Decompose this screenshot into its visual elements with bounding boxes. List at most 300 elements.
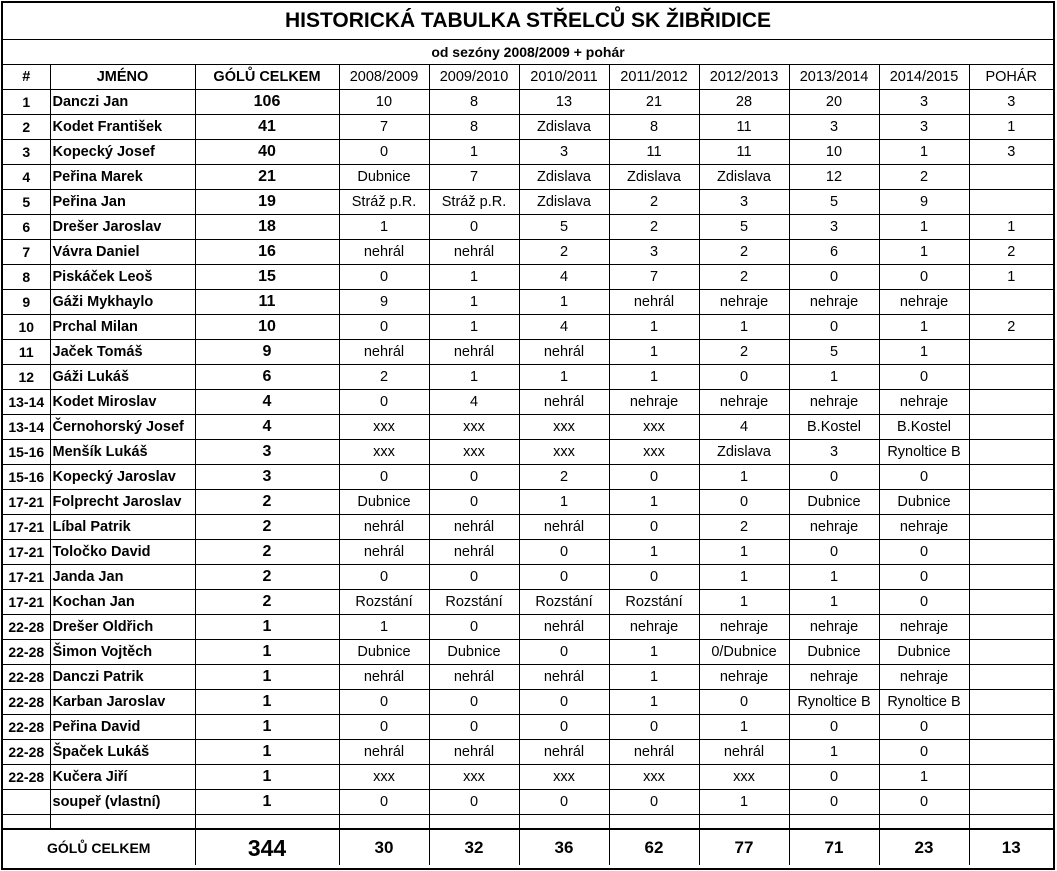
cup-goals-cell: 3 xyxy=(969,90,1053,115)
season-goals-cell: 3 xyxy=(609,240,699,265)
table-row xyxy=(3,165,1053,190)
season-goals-cell: 2 xyxy=(699,515,789,540)
season-goals-cell: xxx xyxy=(339,765,429,790)
season-goals-cell: 0 xyxy=(339,265,429,290)
season-goals-cell: 0 xyxy=(339,315,429,340)
season-goals-cell: nehraje xyxy=(789,515,879,540)
cup-goals-cell xyxy=(969,565,1053,590)
season-goals-cell: xxx xyxy=(429,415,519,440)
cup-goals-cell: 2 xyxy=(969,240,1053,265)
player-name-cell: Kučera Jiří xyxy=(50,765,195,790)
table-row xyxy=(3,590,1053,615)
season-goals-cell: B.Kostel xyxy=(789,415,879,440)
empty-cell xyxy=(3,815,50,830)
season-goals-cell: 0 xyxy=(429,215,519,240)
rank-cell: 11 xyxy=(3,340,50,365)
table-row xyxy=(3,490,1053,515)
cup-goals-cell xyxy=(969,765,1053,790)
season-goals-cell: 1 xyxy=(699,540,789,565)
total-goals-cell: 4 xyxy=(195,390,339,415)
cup-goals-cell xyxy=(969,440,1053,465)
column-header: 2012/2013 xyxy=(699,65,789,90)
player-name-cell: Kodet Miroslav xyxy=(50,390,195,415)
season-goals-cell: 1 xyxy=(609,665,699,690)
season-goals-cell: 0 xyxy=(699,690,789,715)
season-goals-cell: 0 xyxy=(609,565,699,590)
season-goals-cell: Stráž p.R. xyxy=(429,190,519,215)
empty-cell xyxy=(339,815,429,830)
total-goals-cell: 1 xyxy=(195,740,339,765)
season-goals-cell: B.Kostel xyxy=(879,415,969,440)
table-row xyxy=(3,340,1053,365)
empty-cell xyxy=(969,815,1053,830)
season-goals-cell: 6 xyxy=(789,240,879,265)
season-goals-cell: Zdislava xyxy=(699,165,789,190)
table-row xyxy=(3,790,1053,815)
season-goals-cell: 0 xyxy=(879,715,969,740)
season-goals-cell: Rynoltice B xyxy=(879,440,969,465)
season-goals-cell: 1 xyxy=(699,590,789,615)
season-goals-cell: 0 xyxy=(609,790,699,815)
season-goals-cell: 0 xyxy=(429,615,519,640)
total-goals-cell: 3 xyxy=(195,440,339,465)
total-goals-cell: 10 xyxy=(195,315,339,340)
cup-goals-cell xyxy=(969,365,1053,390)
season-goals-cell: 0 xyxy=(609,465,699,490)
cup-goals-cell xyxy=(969,690,1053,715)
season-goals-cell: Dubnice xyxy=(789,640,879,665)
season-goals-cell: 1 xyxy=(609,640,699,665)
season-goals-cell: 1 xyxy=(609,690,699,715)
season-goals-cell: 0 xyxy=(429,790,519,815)
season-goals-cell: 0 xyxy=(879,365,969,390)
total-goals-cell: 106 xyxy=(195,90,339,115)
season-goals-cell: nehrál xyxy=(429,515,519,540)
season-goals-cell: Rozstání xyxy=(339,590,429,615)
cup-goals-cell xyxy=(969,490,1053,515)
rank-cell: 22-28 xyxy=(3,665,50,690)
season-goals-cell: Rozstání xyxy=(429,590,519,615)
season-goals-cell: 0 xyxy=(879,540,969,565)
season-goals-cell: 1 xyxy=(519,290,609,315)
season-goals-cell: 2 xyxy=(699,240,789,265)
season-goals-cell: nehrál xyxy=(429,740,519,765)
total-goals-cell: 1 xyxy=(195,690,339,715)
player-name-cell: Prchal Milan xyxy=(50,315,195,340)
column-header: # xyxy=(3,65,50,90)
rank-cell: 9 xyxy=(3,290,50,315)
season-goals-cell: 0 xyxy=(879,590,969,615)
grand-total-cell: 344 xyxy=(195,829,339,865)
cup-goals-cell: 1 xyxy=(969,215,1053,240)
season-goals-cell: nehrál xyxy=(339,740,429,765)
season-goals-cell: 0/Dubnice xyxy=(699,640,789,665)
season-goals-cell: 12 xyxy=(789,165,879,190)
rank-cell: 10 xyxy=(3,315,50,340)
cup-goals-cell xyxy=(969,590,1053,615)
season-goals-cell: nehraje xyxy=(789,615,879,640)
cup-goals-cell xyxy=(969,515,1053,540)
season-goals-cell: 11 xyxy=(609,140,699,165)
season-goals-cell: 0 xyxy=(519,715,609,740)
player-name-cell: Folprecht Jaroslav xyxy=(50,490,195,515)
total-goals-cell: 2 xyxy=(195,490,339,515)
season-goals-cell: Rozstání xyxy=(609,590,699,615)
season-goals-cell: 11 xyxy=(699,140,789,165)
column-header: 2013/2014 xyxy=(789,65,879,90)
season-goals-cell: 1 xyxy=(879,140,969,165)
season-goals-cell: 0 xyxy=(519,640,609,665)
season-goals-cell: 13 xyxy=(519,90,609,115)
cup-goals-cell xyxy=(969,190,1053,215)
player-name-cell: Kopecký Jaroslav xyxy=(50,465,195,490)
column-header: GÓLŮ CELKEM xyxy=(195,65,339,90)
season-goals-cell: nehrál xyxy=(699,740,789,765)
season-goals-cell: Rynoltice B xyxy=(879,690,969,715)
season-goals-cell: 0 xyxy=(339,790,429,815)
season-goals-cell: nehrál xyxy=(519,390,609,415)
table-row xyxy=(3,315,1053,340)
rank-cell: 22-28 xyxy=(3,740,50,765)
rank-cell: 13-14 xyxy=(3,415,50,440)
table-row xyxy=(3,265,1053,290)
cup-goals-cell xyxy=(969,465,1053,490)
season-goals-cell: nehrál xyxy=(519,665,609,690)
season-goals-cell: nehraje xyxy=(699,665,789,690)
empty-cell xyxy=(609,815,699,830)
season-goals-cell: Dubnice xyxy=(879,640,969,665)
rank-cell: 22-28 xyxy=(3,690,50,715)
season-goals-cell: xxx xyxy=(519,765,609,790)
total-goals-cell: 6 xyxy=(195,365,339,390)
season-goals-cell: 1 xyxy=(429,290,519,315)
table-row xyxy=(3,565,1053,590)
rank-cell: 2 xyxy=(3,115,50,140)
season-goals-cell: 0 xyxy=(519,790,609,815)
season-goals-cell: nehraje xyxy=(879,515,969,540)
cup-goals-cell xyxy=(969,340,1053,365)
player-name-cell: Líbal Patrik xyxy=(50,515,195,540)
season-goals-cell: Dubnice xyxy=(339,165,429,190)
season-goals-cell: 1 xyxy=(699,565,789,590)
cup-goals-cell: 3 xyxy=(969,140,1053,165)
table-row xyxy=(3,240,1053,265)
total-goals-cell: 11 xyxy=(195,290,339,315)
season-goals-cell: 1 xyxy=(339,215,429,240)
season-goals-cell: xxx xyxy=(429,765,519,790)
season-goals-cell: 9 xyxy=(339,290,429,315)
season-goals-cell: nehrál xyxy=(519,740,609,765)
season-goals-cell: nehrál xyxy=(609,740,699,765)
table-row xyxy=(3,715,1053,740)
season-goals-cell: 2 xyxy=(519,465,609,490)
player-name-cell: Kodet František xyxy=(50,115,195,140)
column-header: POHÁR xyxy=(969,65,1053,90)
season-goals-cell: 3 xyxy=(879,90,969,115)
season-goals-cell: 9 xyxy=(879,190,969,215)
total-goals-cell: 16 xyxy=(195,240,339,265)
table-row xyxy=(3,540,1053,565)
table-row xyxy=(3,140,1053,165)
column-header: JMÉNO xyxy=(50,65,195,90)
table-row xyxy=(3,690,1053,715)
season-goals-cell: nehraje xyxy=(789,290,879,315)
season-goals-cell: 1 xyxy=(879,315,969,340)
season-goals-cell: 8 xyxy=(429,90,519,115)
rank-cell xyxy=(3,790,50,815)
total-goals-cell: 2 xyxy=(195,515,339,540)
season-goals-cell: 1 xyxy=(429,365,519,390)
season-goals-cell: 0 xyxy=(789,465,879,490)
season-goals-cell: 28 xyxy=(699,90,789,115)
total-goals-cell: 15 xyxy=(195,265,339,290)
rank-cell: 22-28 xyxy=(3,640,50,665)
season-goals-cell: 0 xyxy=(339,465,429,490)
season-goals-cell: 3 xyxy=(789,440,879,465)
season-goals-cell: nehrál xyxy=(609,290,699,315)
total-goals-cell: 9 xyxy=(195,340,339,365)
season-goals-cell: xxx xyxy=(339,415,429,440)
season-goals-cell: 1 xyxy=(519,365,609,390)
season-goals-cell: xxx xyxy=(609,440,699,465)
empty-cell xyxy=(50,815,195,830)
empty-cell xyxy=(879,815,969,830)
season-goals-cell: 1 xyxy=(699,465,789,490)
season-total-cell: 30 xyxy=(339,829,429,865)
total-goals-cell: 1 xyxy=(195,615,339,640)
season-goals-cell: 0 xyxy=(339,690,429,715)
player-name-cell: Vávra Daniel xyxy=(50,240,195,265)
season-goals-cell: nehrál xyxy=(429,665,519,690)
season-goals-cell: Rozstání xyxy=(519,590,609,615)
season-goals-cell: nehrál xyxy=(519,615,609,640)
season-goals-cell: 3 xyxy=(789,115,879,140)
season-goals-cell: 10 xyxy=(339,90,429,115)
total-goals-cell: 18 xyxy=(195,215,339,240)
table-row xyxy=(3,515,1053,540)
column-header: 2010/2011 xyxy=(519,65,609,90)
table-row xyxy=(3,465,1053,490)
season-goals-cell: 1 xyxy=(879,765,969,790)
season-goals-cell: Dubnice xyxy=(339,640,429,665)
season-goals-cell: nehraje xyxy=(699,615,789,640)
season-goals-cell: 2 xyxy=(519,240,609,265)
season-goals-cell: 21 xyxy=(609,90,699,115)
cup-goals-cell xyxy=(969,165,1053,190)
season-goals-cell: Rynoltice B xyxy=(789,690,879,715)
season-goals-cell: 5 xyxy=(789,190,879,215)
cup-goals-cell xyxy=(969,415,1053,440)
rank-cell: 15-16 xyxy=(3,465,50,490)
season-goals-cell: 4 xyxy=(699,415,789,440)
cup-goals-cell xyxy=(969,290,1053,315)
empty-cell xyxy=(789,815,879,830)
season-goals-cell: nehrál xyxy=(519,515,609,540)
rank-cell: 17-21 xyxy=(3,565,50,590)
season-goals-cell: Dubnice xyxy=(789,490,879,515)
cup-total-cell: 13 xyxy=(969,829,1053,865)
season-goals-cell: 0 xyxy=(879,465,969,490)
table-row xyxy=(3,415,1053,440)
totals-label: GÓLŮ CELKEM xyxy=(3,829,195,865)
season-goals-cell: 2 xyxy=(339,365,429,390)
season-goals-cell: Zdislava xyxy=(699,440,789,465)
cup-goals-cell: 1 xyxy=(969,265,1053,290)
season-goals-cell: 0 xyxy=(519,540,609,565)
rank-cell: 7 xyxy=(3,240,50,265)
season-goals-cell: nehrál xyxy=(519,340,609,365)
season-goals-cell: 2 xyxy=(699,265,789,290)
season-goals-cell: nehrál xyxy=(339,340,429,365)
season-goals-cell: xxx xyxy=(429,440,519,465)
season-goals-cell: 0 xyxy=(429,465,519,490)
scorers-sheet xyxy=(1,1,1055,870)
totals-row xyxy=(3,829,1053,865)
table-row xyxy=(3,115,1053,140)
column-header: 2009/2010 xyxy=(429,65,519,90)
season-goals-cell: 1 xyxy=(519,490,609,515)
cup-goals-cell xyxy=(969,665,1053,690)
table-row xyxy=(3,215,1053,240)
season-goals-cell: Stráž p.R. xyxy=(339,190,429,215)
season-goals-cell: 7 xyxy=(609,265,699,290)
header-row xyxy=(3,65,1053,90)
season-goals-cell: Dubnice xyxy=(879,490,969,515)
rank-cell: 17-21 xyxy=(3,515,50,540)
season-goals-cell: nehraje xyxy=(609,390,699,415)
player-name-cell: Menšík Lukáš xyxy=(50,440,195,465)
season-goals-cell: 1 xyxy=(429,315,519,340)
season-goals-cell: 0 xyxy=(879,565,969,590)
empty-cell xyxy=(519,815,609,830)
season-goals-cell: 0 xyxy=(429,690,519,715)
season-goals-cell: 0 xyxy=(429,565,519,590)
cup-goals-cell xyxy=(969,790,1053,815)
season-goals-cell: 1 xyxy=(699,315,789,340)
rank-cell: 17-21 xyxy=(3,540,50,565)
season-goals-cell: Zdislava xyxy=(519,165,609,190)
table-row xyxy=(3,290,1053,315)
season-goals-cell: nehraje xyxy=(609,615,699,640)
rank-cell: 22-28 xyxy=(3,615,50,640)
player-name-cell: Gáži Mykhaylo xyxy=(50,290,195,315)
season-goals-cell: 7 xyxy=(339,115,429,140)
total-goals-cell: 1 xyxy=(195,765,339,790)
season-goals-cell: 1 xyxy=(339,615,429,640)
player-name-cell: Peřina Jan xyxy=(50,190,195,215)
rank-cell: 15-16 xyxy=(3,440,50,465)
rank-cell: 17-21 xyxy=(3,490,50,515)
total-goals-cell: 19 xyxy=(195,190,339,215)
season-goals-cell: Dubnice xyxy=(339,490,429,515)
season-goals-cell: 1 xyxy=(609,340,699,365)
season-goals-cell: xxx xyxy=(609,415,699,440)
table-row xyxy=(3,640,1053,665)
player-name-cell: Jaček Tomáš xyxy=(50,340,195,365)
season-total-cell: 32 xyxy=(429,829,519,865)
table-row xyxy=(3,740,1053,765)
empty-cell xyxy=(195,815,339,830)
season-goals-cell: 0 xyxy=(789,765,879,790)
season-goals-cell: 3 xyxy=(879,115,969,140)
season-goals-cell: 0 xyxy=(339,390,429,415)
season-goals-cell: 7 xyxy=(429,165,519,190)
season-goals-cell: 1 xyxy=(609,540,699,565)
rank-cell: 13-14 xyxy=(3,390,50,415)
cup-goals-cell xyxy=(969,715,1053,740)
player-name-cell: soupeř (vlastní) xyxy=(50,790,195,815)
season-goals-cell: 0 xyxy=(519,690,609,715)
season-goals-cell: 2 xyxy=(609,190,699,215)
total-goals-cell: 41 xyxy=(195,115,339,140)
total-goals-cell: 2 xyxy=(195,590,339,615)
season-goals-cell: 5 xyxy=(699,215,789,240)
player-name-cell: Špaček Lukáš xyxy=(50,740,195,765)
column-header: 2014/2015 xyxy=(879,65,969,90)
season-goals-cell: nehraje xyxy=(879,615,969,640)
season-goals-cell: 0 xyxy=(879,265,969,290)
season-goals-cell: nehraje xyxy=(879,290,969,315)
total-goals-cell: 40 xyxy=(195,140,339,165)
player-name-cell: Černohorský Josef xyxy=(50,415,195,440)
table-row xyxy=(3,665,1053,690)
rank-cell: 5 xyxy=(3,190,50,215)
player-name-cell: Drešer Jaroslav xyxy=(50,215,195,240)
season-goals-cell: 0 xyxy=(339,140,429,165)
season-goals-cell: nehraje xyxy=(879,665,969,690)
season-goals-cell: nehrál xyxy=(339,540,429,565)
season-goals-cell: nehrál xyxy=(429,240,519,265)
season-goals-cell: 0 xyxy=(429,715,519,740)
season-goals-cell: 0 xyxy=(609,715,699,740)
season-goals-cell: Zdislava xyxy=(519,115,609,140)
cup-goals-cell xyxy=(969,640,1053,665)
table-row xyxy=(3,765,1053,790)
total-goals-cell: 1 xyxy=(195,640,339,665)
total-goals-cell: 21 xyxy=(195,165,339,190)
player-name-cell: Karban Jaroslav xyxy=(50,690,195,715)
table-row xyxy=(3,615,1053,640)
total-goals-cell: 1 xyxy=(195,790,339,815)
season-goals-cell: 10 xyxy=(789,140,879,165)
rank-cell: 8 xyxy=(3,265,50,290)
season-goals-cell: xxx xyxy=(609,765,699,790)
player-name-cell: Šimon Vojtěch xyxy=(50,640,195,665)
season-goals-cell: 20 xyxy=(789,90,879,115)
season-goals-cell: 1 xyxy=(429,265,519,290)
season-goals-cell: nehrál xyxy=(429,340,519,365)
cup-goals-cell: 2 xyxy=(969,315,1053,340)
season-goals-cell: 2 xyxy=(609,215,699,240)
season-goals-cell: 1 xyxy=(609,365,699,390)
cup-goals-cell: 1 xyxy=(969,115,1053,140)
season-goals-cell: 5 xyxy=(519,215,609,240)
season-goals-cell: nehraje xyxy=(699,390,789,415)
cup-goals-cell xyxy=(969,390,1053,415)
season-goals-cell: 0 xyxy=(339,715,429,740)
season-total-cell: 71 xyxy=(789,829,879,865)
season-goals-cell: nehrál xyxy=(339,240,429,265)
season-goals-cell: 0 xyxy=(609,515,699,540)
season-goals-cell: 4 xyxy=(519,265,609,290)
season-total-cell: 23 xyxy=(879,829,969,865)
season-goals-cell: 1 xyxy=(699,715,789,740)
season-goals-cell: 1 xyxy=(789,365,879,390)
season-goals-cell: 1 xyxy=(879,240,969,265)
column-header: 2011/2012 xyxy=(609,65,699,90)
column-header: 2008/2009 xyxy=(339,65,429,90)
player-name-cell: Peřina Marek xyxy=(50,165,195,190)
